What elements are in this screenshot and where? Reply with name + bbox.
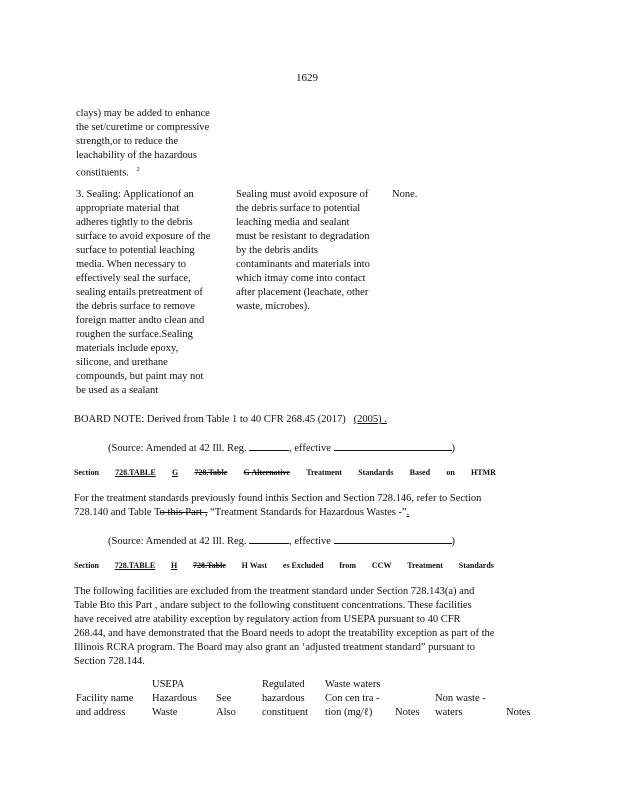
exclusion-paragraph bbox=[74, 585, 494, 669]
struck-text: o this Part , bbox=[159, 507, 208, 518]
header-line: and address bbox=[76, 707, 126, 718]
source-prefix: (Source: Amended at 42 Ill. Reg. bbox=[108, 443, 247, 454]
paragraph-line: The following facilities are excluded from the treatment standard under Section 728.143(a) and bbox=[74, 586, 475, 597]
header-line: constituent bbox=[262, 707, 309, 718]
sealing-line: media. When necessary to bbox=[76, 259, 187, 270]
heading-word: H bbox=[171, 561, 178, 570]
sealing-line: sealing entails pretreatment of bbox=[76, 287, 203, 298]
table-header-see-also bbox=[216, 678, 236, 720]
performance-line: must be resistant to degradation bbox=[236, 231, 370, 242]
sealing-line: adheres tightly to the debris bbox=[76, 217, 193, 228]
paragraph-text: 728.140 and Table T bbox=[74, 507, 160, 518]
header-line: Waste waters bbox=[325, 679, 381, 690]
header-line bbox=[76, 678, 133, 692]
heading-word: 728.Table bbox=[193, 561, 226, 570]
sealing-line: appropriate material that bbox=[76, 203, 180, 214]
table-header-regulated bbox=[262, 678, 308, 720]
continuation-line: the set/curetime or compressive bbox=[76, 122, 210, 133]
sealing-line: 3. Sealing: Applicationof an bbox=[76, 189, 194, 200]
continuation-column bbox=[76, 107, 210, 181]
header-line: Regulated bbox=[262, 679, 305, 690]
section-heading-g bbox=[74, 468, 496, 478]
struck-text: (2005) . bbox=[353, 414, 387, 425]
header-line: tion (mg/ℓ) bbox=[325, 707, 373, 718]
paragraph-line: Illinois RCRA program. The Board may also grant an ‘adjusted treatment standard” pursuant to bbox=[74, 642, 476, 653]
header-line: Facility name bbox=[76, 693, 134, 704]
paragraph-text: “Treatment Standards for Hazardous Wastes -” bbox=[207, 507, 407, 518]
reg-blank bbox=[249, 440, 289, 451]
source-end: ) bbox=[451, 443, 456, 454]
heading-word: HTMR bbox=[471, 468, 496, 477]
performance-line: which itmay come into contact bbox=[236, 273, 366, 284]
treatment-paragraph bbox=[74, 492, 481, 520]
heading-word: from bbox=[339, 561, 357, 570]
continuation-line: strength,or to reduce the bbox=[76, 136, 179, 147]
section-heading-h bbox=[74, 561, 494, 571]
heading-word: 728.Table bbox=[194, 468, 228, 477]
reg-blank bbox=[249, 533, 289, 544]
continuation-line: leachability of the hazardous bbox=[76, 150, 197, 161]
sealing-line: effectively seal the surface, bbox=[76, 273, 191, 284]
heading-word: on bbox=[446, 468, 455, 477]
paragraph-line: 268.44, and have demonstrated that the Board needs to adopt the treatability exception as part of the bbox=[74, 628, 495, 639]
sealing-line: materials include epoxy, bbox=[76, 343, 179, 354]
table-header-notes-2: Notes bbox=[506, 707, 531, 718]
header-line: USEPA bbox=[152, 679, 185, 690]
performance-line: waste, microbes). bbox=[236, 301, 310, 312]
board-note bbox=[74, 413, 387, 427]
heading-word: Treatment bbox=[306, 468, 342, 477]
date-blank bbox=[334, 440, 452, 451]
heading-word: CCW bbox=[371, 561, 392, 570]
continuation-line: constituents. bbox=[76, 167, 129, 179]
header-line bbox=[216, 678, 236, 692]
table-header-waste-waters bbox=[325, 678, 380, 720]
sealing-line: roughen the surface.Sealing bbox=[76, 329, 193, 340]
paragraph-text: . bbox=[406, 507, 410, 518]
performance-line: the debris surface to potential bbox=[236, 203, 361, 214]
source-mid: , effective bbox=[289, 443, 331, 454]
heading-word: Based bbox=[409, 468, 431, 477]
header-line: Waste bbox=[152, 707, 178, 718]
header-line: Hazardous bbox=[152, 693, 197, 704]
footnote-marker: 2 bbox=[136, 167, 140, 173]
header-line: hazardous bbox=[262, 693, 305, 704]
performance-line: contaminants and materials into bbox=[236, 259, 370, 270]
table-header-facility bbox=[76, 678, 133, 720]
performance-line: after placement (leachate, other bbox=[236, 287, 369, 298]
sealing-line: foreign matter andto clean and bbox=[76, 315, 205, 326]
heading-word: Section bbox=[74, 468, 99, 477]
date-blank bbox=[334, 533, 452, 544]
performance-line: leaching media and sealant bbox=[236, 217, 350, 228]
sealing-line: surface to avoid exposure of the bbox=[76, 231, 211, 242]
sealing-line: compounds, but paint may not bbox=[76, 371, 204, 382]
heading-word: Standards bbox=[458, 561, 494, 570]
paragraph-line: Section 728.144. bbox=[74, 656, 145, 667]
header-line bbox=[435, 678, 486, 692]
header-line: Non waste - bbox=[435, 693, 486, 704]
performance-line: Sealing must avoid exposure of bbox=[236, 189, 369, 200]
heading-word: 728.TABLE bbox=[115, 468, 156, 477]
sealing-line: be used as a sealant bbox=[76, 385, 159, 396]
heading-word: Standards bbox=[358, 468, 394, 477]
heading-word: H Wast bbox=[241, 561, 268, 570]
paragraph-line: have received atre atability exception by regulatory action from USEPA pursuant to 40 CFR bbox=[74, 614, 461, 625]
sealing-line: surface to potential leaching bbox=[76, 245, 195, 256]
header-line: Also bbox=[216, 707, 236, 718]
heading-word: es Excluded bbox=[282, 561, 324, 570]
sealing-contaminant-column: None. bbox=[392, 189, 418, 200]
page-number: 1629 bbox=[296, 72, 318, 84]
sealing-description-column bbox=[76, 188, 210, 398]
board-note-text: BOARD NOTE: Derived from Table 1 to 40 CFR 268.45 (2017) bbox=[74, 414, 346, 425]
source-note-1 bbox=[108, 440, 455, 456]
source-prefix: (Source: Amended at 42 Ill. Reg. bbox=[108, 536, 247, 547]
paragraph-line: Table Bto this Part , andare subject to the following constituent concentrations. These facilities bbox=[74, 600, 472, 611]
heading-word: 728.TABLE bbox=[114, 561, 156, 570]
source-mid: , effective bbox=[289, 536, 331, 547]
paragraph-line: For the treatment standards previously found inthis Section and Section 728.146, refer to Section bbox=[74, 493, 482, 504]
sealing-line: the debris surface to remove bbox=[76, 301, 195, 312]
header-line: Con cen tra - bbox=[325, 693, 380, 704]
heading-word: G Alternative bbox=[243, 468, 290, 477]
source-end: ) bbox=[451, 536, 456, 547]
header-line: See bbox=[216, 693, 232, 704]
heading-word: Section bbox=[74, 561, 99, 570]
source-note-2 bbox=[108, 533, 455, 549]
performance-line: by the debris andits bbox=[236, 245, 318, 256]
table-header-usepa bbox=[152, 678, 197, 720]
heading-word: Treatment bbox=[407, 561, 443, 570]
continuation-line: clays) may be added to enhance bbox=[76, 108, 210, 119]
sealing-performance-column bbox=[236, 188, 370, 314]
header-line: waters bbox=[435, 707, 463, 718]
sealing-line: silicone, and urethane bbox=[76, 357, 168, 368]
heading-word: G bbox=[171, 468, 179, 477]
table-header-non-waste bbox=[435, 678, 486, 720]
table-header-notes-1: Notes bbox=[395, 707, 420, 718]
